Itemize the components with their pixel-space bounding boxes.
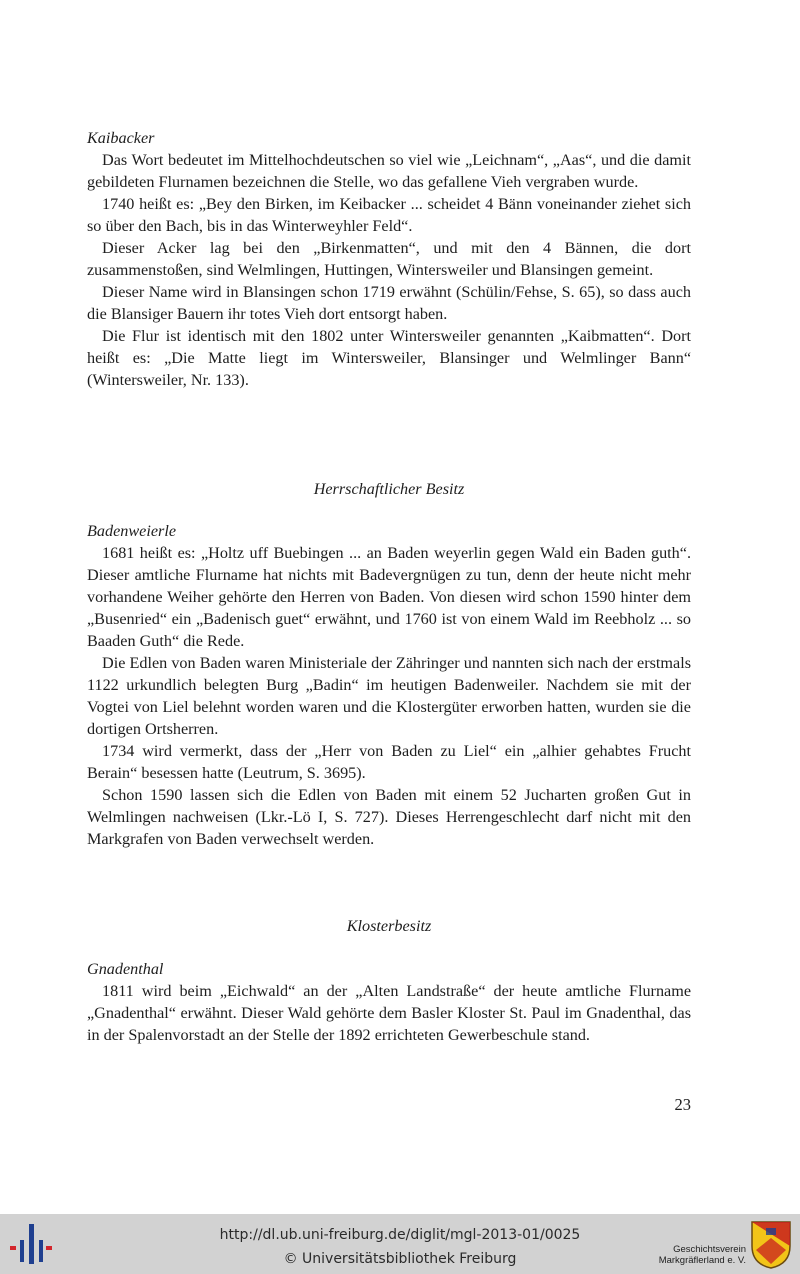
section-title-herrschaft: Herrschaftlicher Besitz [313,480,465,498]
entry-heading-gnadenthal: Gnadenthal [87,960,164,978]
paragraph: Dieser Acker lag bei den „Birkenmatten“, und mit den 4 Bännen, die dort zusammenstoßen, sind Welmlingen, Huttingen, Wintersweiler und Blansingen gemeint. [87,239,691,279]
markgraeflerland-crest-icon [750,1220,792,1270]
footer-copyright: © Universitätsbibliothek Freiburg [283,1251,517,1267]
paragraph: 1811 wird beim „Eichwald“ an der „Alten Landstraße“ der heute amtliche Flurname „Gnadenthal“ erwähnt. Dieser Wald gehörte dem Basler Kloster St. Paul im Gnadenthal, das in der Spalenvorstadt an der Stelle der 1892 errichteten Gewerbeschule stand. [87,982,691,1044]
section-badenweierle [87,520,691,850]
entry-heading-badenweierle: Badenweierle [87,522,176,540]
footer-bar [0,1214,800,1274]
paragraph: Schon 1590 lassen sich die Edlen von Baden mit einem 52 Jucharten großen Gut in Welmlingen nachweisen (Lkr.-Lö I, S. 727). Dieses Herrengeschlecht darf nicht mit den Markgrafen von Baden verwechselt werden. [87,786,691,848]
section-title-kloster: Klosterbesitz [346,917,432,935]
section-gnadenthal [87,958,691,1046]
footer-permalink[interactable]: http://dl.ub.uni-freiburg.de/diglit/mgl-2013-01/0025 [219,1227,581,1243]
paragraph: Die Flur ist identisch mit den 1802 unter Wintersweiler genannten „Kaibmatten“. Dort heißt es: „Die Matte liegt im Wintersweiler, Blansinger und Welmlinger Bann“ (Wintersweiler, Nr. 133). [87,327,691,389]
society-line-1: Geschichtsverein [673,1244,746,1255]
paragraph: Die Edlen von Baden waren Ministeriale der Zähringer und nannten sich nach der erstmals 1122 urkundlich belegten Burg „Badin“ im heutigen Badenweiler. Nachdem sie mit der Vogtei von Liel belehnt worden waren und die Klostergüter erworben hatten, wurden sie die dortigen Ortsherren. [87,654,691,738]
section-kaibacker [87,127,691,391]
society-line-2: Markgräflerland e. V. [658,1255,746,1266]
paragraph: 1740 heißt es: „Bey den Birken, im Keibacker ... scheidet 4 Bänn voneinander ziehet sich so über den Bach, bis in das Winterweyhler Feld“. [87,195,691,235]
page-number: 23 [674,1095,691,1114]
paragraph: Das Wort bedeutet im Mittelhochdeutschen so viel wie „Leichnam“, „Aas“, und die damit gebildeten Flurnamen bezeichnen die Stelle, wo das gefallene Vieh vergraben wurde. [87,151,691,191]
paragraph: 1734 wird vermerkt, dass der „Herr von Baden zu Liel“ ein „alhier gehabtes Frucht Berain“ besessen hatte (Leutrum, S. 3695). [87,742,691,782]
ub-freiburg-logo-icon[interactable] [10,1222,52,1266]
paragraph: 1681 heißt es: „Holtz uff Buebingen ... an Baden weyerlin gegen Wald ein Baden guth“. Dieser amtliche Flurname hat nichts mit Badevergnügen zu tun, denn der heute nicht mehr vorhandene Weiher gehörte den Herren von Baden. Von diesen wird schon 1590 hinter dem „Busenried“ ein „Badenisch guet“ erwähnt, und 1760 ist von einem Wald im Reebholz ... so Baaden Guth“ die Rede. [87,544,691,650]
paragraph: Dieser Name wird in Blansingen schon 1719 erwähnt (Schülin/Fehse, S. 65), so dass auch die Blansiger Bauern ihr totes Vieh dort entsorgt haben. [87,283,691,323]
entry-heading-kaibacker: Kaibacker [87,129,155,147]
society-name [618,1244,746,1266]
